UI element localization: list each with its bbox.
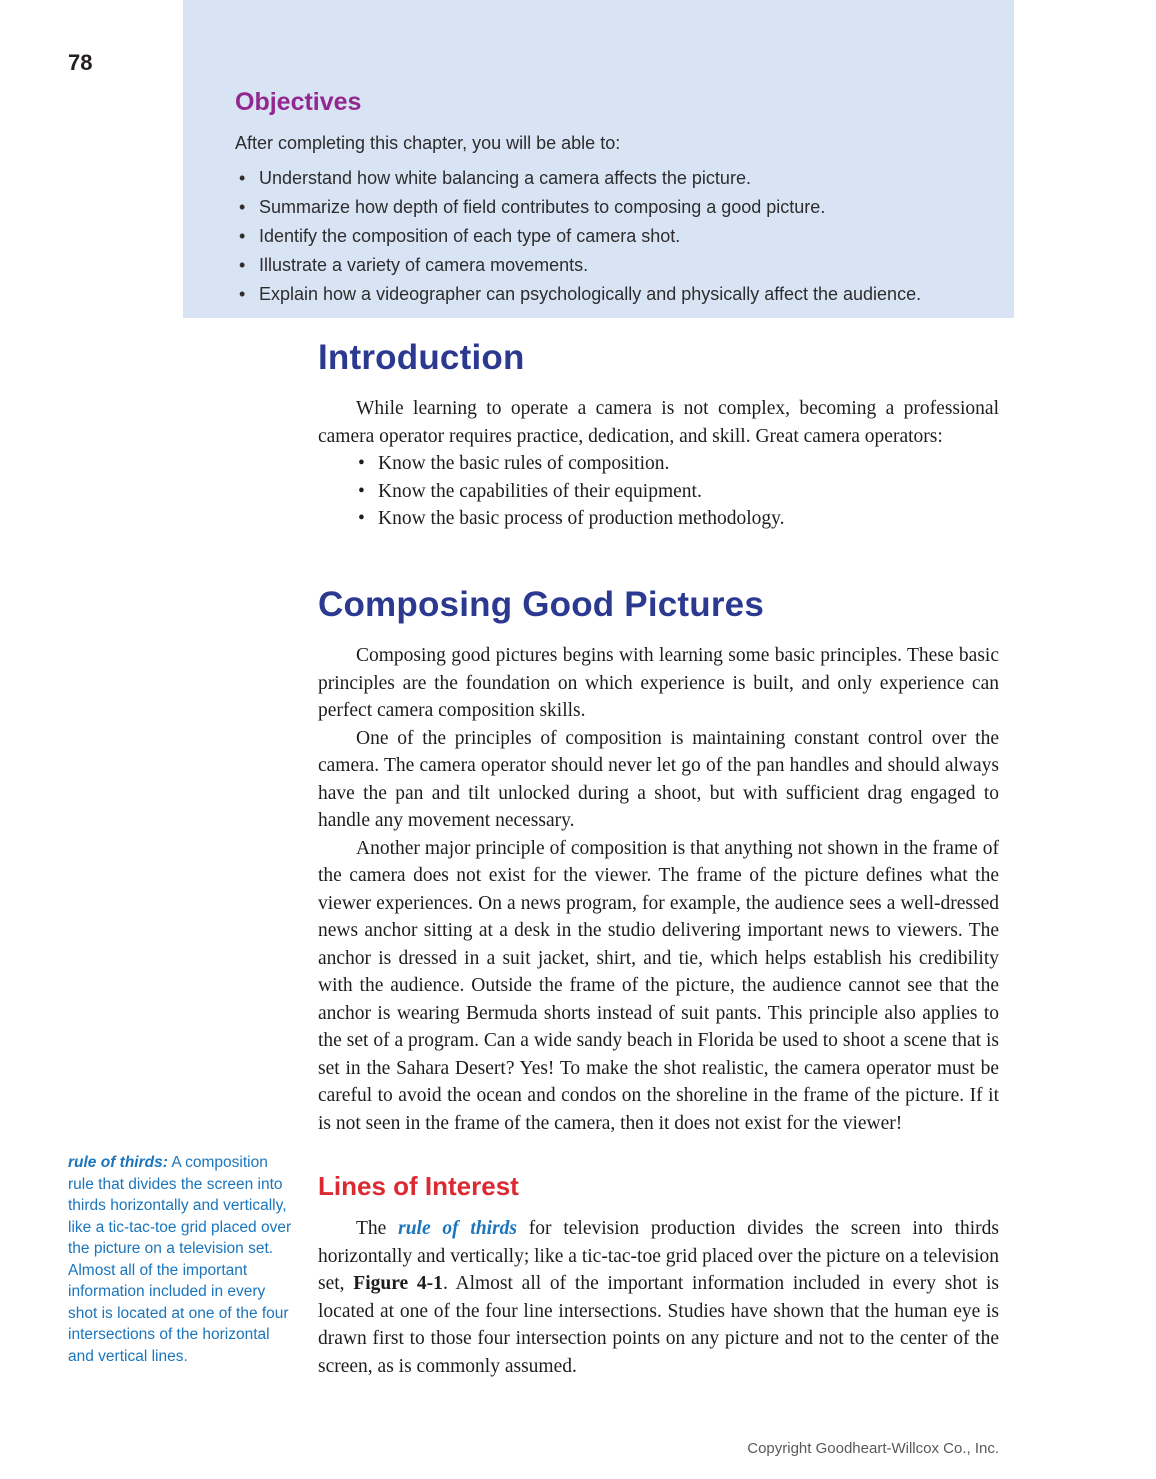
figure-4-1-reference: Figure 4-1 xyxy=(353,1273,443,1294)
objective-item: • Summarize how depth of field contributes to composing a good picture. xyxy=(235,193,974,222)
page-number: 78 xyxy=(68,50,93,75)
copyright-notice: Copyright Goodheart-Willcox Co., Inc. xyxy=(747,1440,999,1457)
objective-item: • Understand how white balancing a camera affects the picture. xyxy=(235,164,974,193)
margin-note-term: rule of thirds: xyxy=(68,1154,168,1171)
objectives-list xyxy=(235,164,974,309)
margin-note-text: A composition rule that divides the screen into thirds horizontally and vertically, like a tic-tac-toe grid placed over the picture on a television set. Almost all of the important information included in every shot is located at one of the four intersections of the horizontal and vertical lines. xyxy=(68,1154,292,1365)
objectives-title: Objectives xyxy=(235,88,362,116)
composing-paragraph-1: Composing good pictures begins with learning some basic principles. These basic principles are the foundation on which experience is built, and only experience can perfect camera composition skills. xyxy=(318,645,999,721)
heading-composing-good-pictures: Composing Good Pictures xyxy=(318,584,765,624)
composing-paragraph-3: Another major principle of composition is that anything not shown in the frame of the camera does not exist for the viewer. The frame of the picture defines what the viewer experiences. On a news program, for example, the audience sees a well-dressed news anchor sitting at a desk in the studio delivering important news to viewers. The anchor is dressed in a suit jacket, shirt, and tie, which helps establish his credibility with the audience. Outside the frame of the picture, the audience cannot see that the anchor is wearing Bermuda shorts instead of suit pants. This principle also applies to the set of a program. Can a wide sandy beach in Florida be used to shoot a scene that is set in the Sahara Desert? Yes! To make the shot realistic, the camera operator must be careful to avoid the ocean and condos on the shoreline in the frame of the picture. If it is not seen in the frame of the camera, then it does not exist for the viewer! xyxy=(318,837,999,1134)
introduction-list-item: • Know the basic process of production methodology. xyxy=(358,505,999,533)
heading-lines-of-interest: Lines of Interest xyxy=(318,1171,519,1201)
lines-of-interest-paragraph xyxy=(318,1215,999,1380)
composing-paragraph-2: One of the principles of composition is maintaining constant control over the camera. The camera operator should never let go of the pan handles and should always have the pan and tilt unlocked during a shoot, but with sufficient drag engaged to handle any movement necessary. xyxy=(318,727,999,831)
heading-introduction: Introduction xyxy=(318,338,525,377)
introduction-list-item: • Know the basic rules of composition. xyxy=(358,450,999,478)
main-text-column xyxy=(318,338,999,1380)
objectives-panel xyxy=(183,0,1014,318)
objective-item: • Illustrate a variety of camera movements. xyxy=(235,251,974,280)
objectives-intro: After completing this chapter, you will be able to: xyxy=(235,133,621,153)
lines-text-1: The xyxy=(356,1218,399,1239)
introduction-list-item: • Know the capabilities of their equipment. xyxy=(358,478,999,506)
lines-text-2: for television production divides the screen into thirds horizontally and vertically; like a tic-tac-toe grid placed over the picture on a television set, xyxy=(318,1218,1000,1294)
introduction-paragraph: While learning to operate a camera is not complex, becoming a professional camera operator requires practice, dedication, and skill. Great camera operators: xyxy=(318,398,999,447)
margin-definition-note xyxy=(68,1152,292,1367)
objective-item: • Explain how a videographer can psychologically and physically affect the audience. xyxy=(235,280,974,309)
introduction-list xyxy=(318,450,999,533)
rule-of-thirds-term: rule of thirds xyxy=(398,1218,518,1239)
lines-text-3: . Almost all of the important information included in every shot is located at one of the four line intersections. Studies have shown that the human eye is drawn first to those four intersection points on any picture and not to the center of the screen, as is commonly assumed. xyxy=(318,1273,999,1377)
objective-item: • Identify the composition of each type of camera shot. xyxy=(235,222,974,251)
